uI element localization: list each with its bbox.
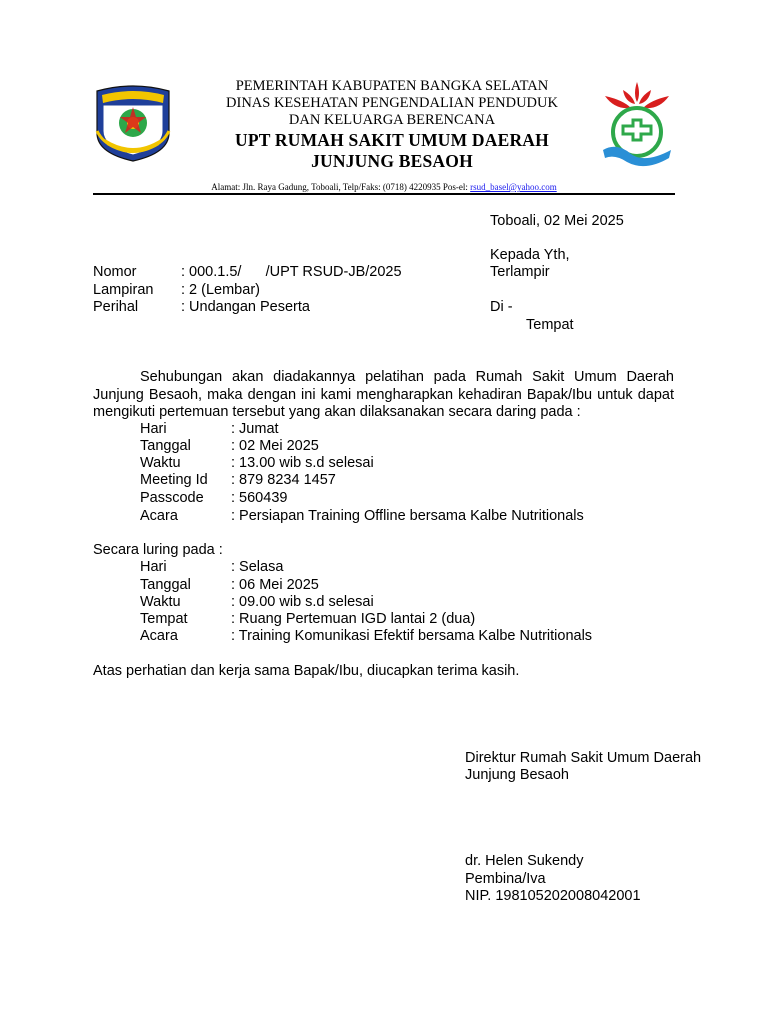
- offline-label-tanggal: Tanggal: [140, 577, 191, 593]
- online-label-tanggal: Tanggal: [140, 438, 191, 454]
- meta-label-perihal: Perihal: [93, 299, 139, 315]
- signature-name: dr. Helen Sukendy: [465, 853, 584, 869]
- letterhead-line-2: DINAS KESEHATAN PENGENDALIAN PENDUDUK: [226, 95, 558, 111]
- letterhead-line-3: DAN KELUARGA BERENCANA: [288, 112, 496, 128]
- offline-label-acara: Acara: [140, 628, 178, 644]
- offline-value-tanggal: : 06 Mei 2025: [231, 577, 319, 593]
- recipient-di: Di -: [490, 299, 513, 315]
- letterhead-line-1: PEMERINTAH KABUPATEN BANGKA SELATAN: [235, 78, 549, 94]
- body-paragraph-text: Sehubungan akan diadakannya pelatihan pada Rumah Sakit Umum Daerah Junjung Besaoh, maka dengan ini kami mengharapkan kehadiran Bapak/Ibu untuk dapat mengikuti pertemuan tersebut yang akan dilaksanakan secara daring pada :: [93, 369, 674, 420]
- email-link[interactable]: rsud_basel@yahoo.com: [470, 182, 557, 192]
- online-label-meeting-id: Meeting Id: [140, 472, 208, 488]
- offline-label-tempat: Tempat: [140, 611, 188, 627]
- offline-value-tempat: : Ruang Pertemuan IGD lantai 2 (dua): [231, 611, 476, 627]
- meta-label-nomor: Nomor: [93, 264, 137, 280]
- online-value-passcode: : 560439: [231, 490, 288, 506]
- recipient-name: Terlampir: [490, 264, 550, 280]
- letterhead-divider: [93, 193, 675, 195]
- meta-value-lampiran: : 2 (Lembar): [181, 282, 260, 298]
- online-value-waktu: : 13.00 wib s.d selesai: [231, 455, 374, 471]
- online-value-tanggal: : 02 Mei 2025: [231, 438, 319, 454]
- meta-value-perihal: : Undangan Peserta: [181, 299, 310, 315]
- online-value-acara: : Persiapan Training Offline bersama Kalbe Nutritionals: [231, 508, 584, 524]
- offline-value-acara: : Training Komunikasi Efektif bersama Kalbe Nutritionals: [231, 628, 593, 644]
- online-label-passcode: Passcode: [140, 490, 204, 506]
- signature-title-2: Junjung Besaoh: [465, 767, 569, 783]
- address-text: Alamat: Jln. Raya Gadung, Toboali, Telp/Faks: (0718) 4220935 Pos-el:: [211, 182, 468, 192]
- signature-rank: Pembina/Iva: [465, 871, 546, 887]
- recipient-place: Tempat: [526, 317, 574, 333]
- meta-label-lampiran: Lampiran: [93, 282, 154, 298]
- offline-intro: Secara luring pada :: [93, 542, 223, 558]
- meta-value-nomor: : 000.1.5/ /UPT RSUD-JB/2025: [181, 264, 402, 280]
- signature-nip: NIP. 198105202008042001: [465, 888, 641, 904]
- offline-label-hari: Hari: [140, 559, 167, 575]
- letterhead-institution: UPT RUMAH SAKIT UMUM DAERAH: [235, 130, 549, 150]
- online-value-hari: : Jumat: [231, 421, 279, 437]
- online-label-acara: Acara: [140, 508, 178, 524]
- recipient-greeting: Kepada Yth,: [490, 247, 570, 263]
- online-value-meeting-id: : 879 8234 1457: [231, 472, 336, 488]
- letter-date: Toboali, 02 Mei 2025: [490, 213, 624, 229]
- letterhead-address: [0, 182, 768, 192]
- online-label-hari: Hari: [140, 421, 167, 437]
- offline-value-waktu: : 09.00 wib s.d selesai: [231, 594, 374, 610]
- body-paragraph: [93, 369, 674, 422]
- online-label-waktu: Waktu: [140, 455, 181, 471]
- offline-value-hari: : Selasa: [231, 559, 284, 575]
- letterhead-institution-name: JUNJUNG BESAOH: [311, 151, 473, 171]
- closing-text: Atas perhatian dan kerja sama Bapak/Ibu, diucapkan terima kasih.: [93, 663, 520, 679]
- signature-title-1: Direktur Rumah Sakit Umum Daerah: [465, 750, 702, 766]
- offline-label-waktu: Waktu: [140, 594, 181, 610]
